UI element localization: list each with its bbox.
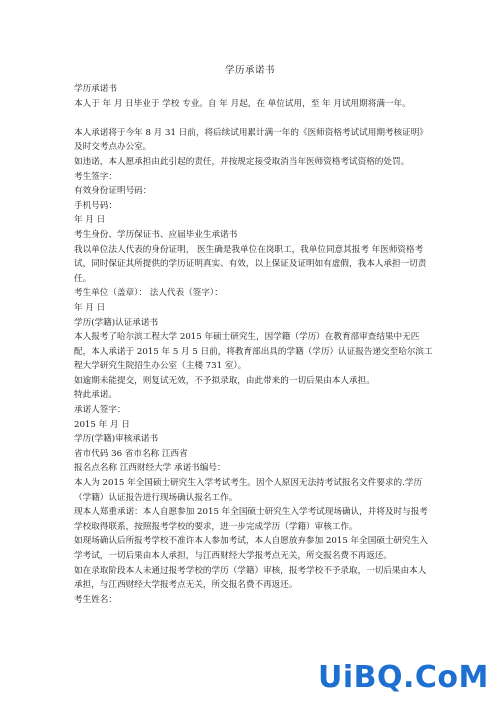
- paragraph: 手机号码：: [74, 200, 117, 211]
- paragraph: 本人报考了哈尔滨工程大学 2015 年硕士研究生，因学籍（学历）在教育部审查结果中无匹配，本人承诺于 2015 年 5 月 5 日前，将教育部出具的学籍（学历）认证报告递交至哈尔滨工程大学研究生院招生办公室（主楼 731 室）。: [74, 332, 433, 372]
- paragraph: 如在录取阶段本人未通过报考学校的学历（学籍）审核，报考学校不予录取，一切后果由本人承担，与江西财经大学报考点无关，所交报名费不再返还。: [74, 565, 427, 591]
- paragraph: 考生身份、学历保证书、应届毕业生承诺书: [74, 229, 238, 240]
- paragraph: 有效身份证明号码：: [74, 186, 152, 197]
- paragraph: 本人于 年 月 日毕业于 学校 专业。自 年 月起，在 单位试用，至 年 月试用期将满一年。: [74, 98, 411, 109]
- blank-line: [74, 111, 434, 126]
- paragraph: 报名点名称 江西财经大学 承诺书编号：: [74, 463, 226, 474]
- paragraph: 我以单位法人代表的身份证明， 医生确是我单位在岗职工，我单位同意其报考 年医师资格考试，同时保证其所提供的学历证明真实、有效，以上保证及证明如有虚假，我本人承担一切责任。: [74, 244, 427, 284]
- paragraph: 年 月 日: [74, 215, 106, 226]
- paragraph: 考生签字：: [74, 171, 117, 182]
- paragraph: 2015 年 月 日: [74, 419, 130, 430]
- paragraph: 考生单位（盖章）： 法人代表（签字）：: [74, 288, 223, 299]
- paragraph: 考生姓名：: [74, 594, 117, 605]
- watermark-text: UiBQ.CoM: [318, 660, 489, 695]
- paragraph: 如现场确认后所报考学校不准许本人参加考试，本人自愿放弃参加 2015 年全国硕士研究生入学考试，一切后果由本人承担，与江西财经大学报考点无关，所交报名费不再返还。: [74, 536, 428, 561]
- paragraph: 学历承诺书: [74, 84, 117, 94]
- paragraph: 本人为 2015 年全国硕士研究生入学考试考生。因个人原因无法持考试报名文件要求的.学历（学籍）认证报告进行现场确认报名工作。: [74, 478, 423, 503]
- document-body: [74, 82, 434, 607]
- paragraph: 学历(学籍)认证承诺书: [74, 317, 159, 328]
- watermark-logo: [318, 658, 489, 698]
- paragraph: 现本人郑重承诺：本人自愿参加 2015 年全国硕士研究生入学考试现场确认，并将及时与报考学校取得联系，按照报考学校的要求，进一步完成学历（学籍）审核工作。: [74, 507, 428, 532]
- document-title: 学历承诺书: [224, 65, 275, 76]
- paragraph: 特此承诺。: [74, 390, 117, 401]
- paragraph: 如违诺，本人愿承担由此引起的责任，并按规定接受取消当年医师资格考试资格的处罚。: [74, 156, 410, 167]
- paragraph: 如逾期未能提交，则复试无效，不予拟录取，由此带来的一切后果由本人承担。: [74, 375, 375, 386]
- paragraph: 本人承诺将于今年 8 月 31 日前，将后续试用累计满一年的《医师资格考试试用期考核证明》及时交考点办公室。: [74, 127, 428, 153]
- paragraph: 学历(学籍)审核承诺书: [74, 434, 159, 445]
- paragraph: 省市代码 36 省市名称 江西省: [74, 448, 188, 459]
- paragraph: 承诺人签字：: [74, 405, 126, 416]
- paragraph: 年 月 日: [74, 302, 106, 313]
